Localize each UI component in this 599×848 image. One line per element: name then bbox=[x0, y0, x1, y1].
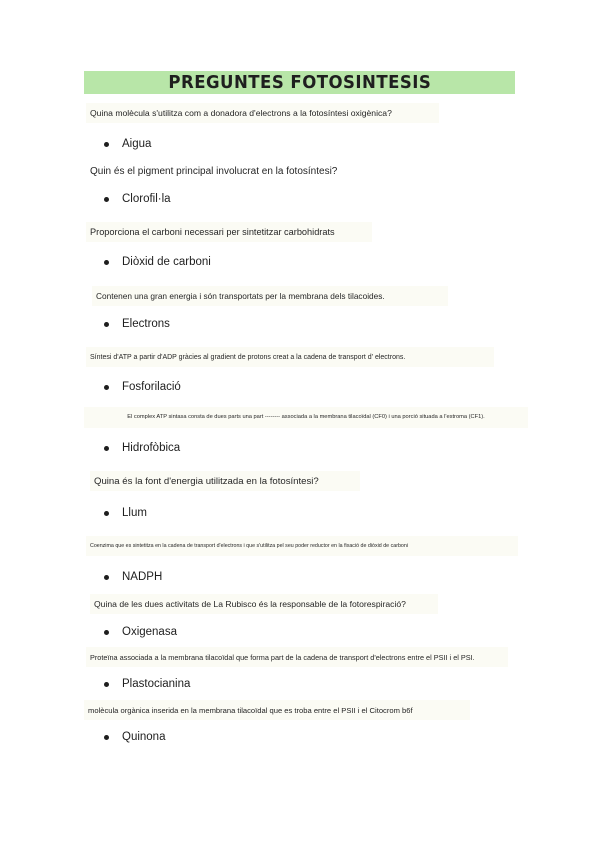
question-7: Quina és la font d'energia utilitzada en la fotosíntesi? bbox=[90, 471, 360, 491]
answer-6 bbox=[104, 442, 180, 454]
answer-8 bbox=[104, 571, 162, 583]
question-3: Proporciona el carboni necessari per sintetitzar carbohidrats bbox=[86, 222, 372, 242]
answer-7 bbox=[104, 507, 147, 519]
answer-2 bbox=[104, 193, 171, 205]
answer-11 bbox=[104, 731, 165, 743]
answer-text: Oxigenasa bbox=[122, 626, 177, 638]
question-10: Proteïna associada a la membrana tilacoïdal que forma part de la cadena de transport d'electrons entre el PSII i el PSI. bbox=[86, 647, 508, 667]
title-banner bbox=[84, 71, 515, 94]
answer-text: Electrons bbox=[122, 318, 170, 330]
answer-text: Quinona bbox=[122, 731, 166, 743]
answer-text: Plastocianina bbox=[122, 678, 191, 690]
bullet-icon bbox=[104, 142, 109, 147]
answer-text: Clorofil·la bbox=[122, 193, 171, 205]
answer-text: Aigua bbox=[122, 138, 152, 150]
question-8: Coenzima que es sintetitza en la cadena de transport d'electrons i que s'utilitza pel seu poder reductor en la fixació de diòxid de carboni bbox=[86, 536, 518, 556]
answer-9 bbox=[104, 626, 177, 638]
bullet-icon bbox=[104, 385, 109, 390]
bullet-icon bbox=[104, 630, 109, 635]
bullet-icon bbox=[104, 322, 109, 327]
answer-1 bbox=[104, 138, 151, 150]
bullet-icon bbox=[104, 575, 109, 580]
answer-4 bbox=[104, 318, 170, 330]
question-6: El complex ATP sintasa consta de dues parts una part -------- associada a la membrana tilacoïdal (CF0) i una porció situada a l'estroma (CF1). bbox=[84, 407, 528, 428]
answer-5 bbox=[104, 381, 181, 393]
answer-text: NADPH bbox=[122, 571, 163, 583]
bullet-icon bbox=[104, 446, 109, 451]
bullet-icon bbox=[104, 197, 109, 202]
question-1: Quina molècula s'utilitza com a donadora d'electrons a la fotosíntesi oxigènica? bbox=[86, 103, 439, 123]
answer-10 bbox=[104, 678, 190, 690]
answer-text: Fosforilació bbox=[122, 381, 181, 393]
bullet-icon bbox=[104, 260, 109, 265]
question-5: Síntesi d'ATP a partir d'ADP gràcies al gradient de protons creat a la cadena de transport d' electrons. bbox=[86, 347, 494, 367]
question-11: molècula orgànica inserida en la membrana tilacoïdal que es troba entre el PSII i el Citocrom b6f bbox=[84, 700, 470, 720]
question-2: Quin és el pigment principal involucrat en la fotosíntesi? bbox=[86, 161, 374, 181]
answer-3 bbox=[104, 256, 211, 268]
answer-text: Llum bbox=[122, 507, 147, 519]
answer-text: Hidrofòbica bbox=[122, 442, 181, 454]
question-9: Quina de les dues activitats de La Rubisco és la responsable de la fotorespiració? bbox=[90, 594, 438, 614]
bullet-icon bbox=[104, 735, 109, 740]
question-4: Contenen una gran energia i són transportats per la membrana dels tilacoides. bbox=[92, 286, 448, 306]
answer-text: Diòxid de carboni bbox=[122, 256, 211, 268]
bullet-icon bbox=[104, 511, 109, 516]
bullet-icon bbox=[104, 682, 109, 687]
page-title: PREGUNTES FOTOSINTESIS bbox=[168, 72, 431, 93]
